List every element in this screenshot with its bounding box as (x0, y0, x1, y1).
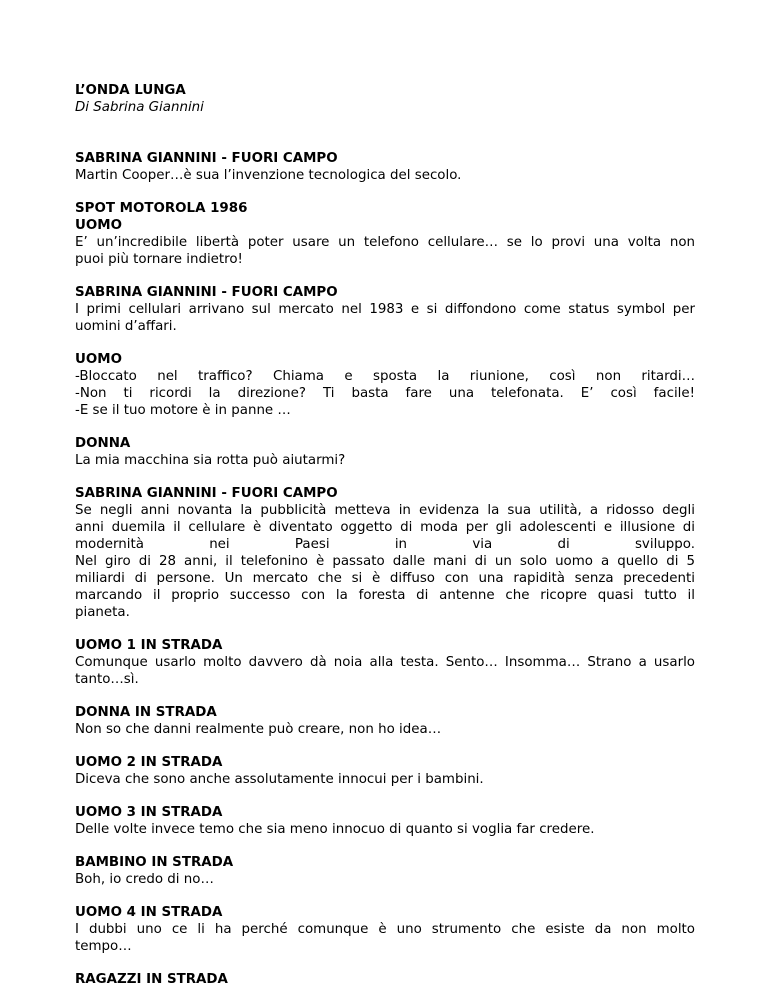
dialogue-line: Delle volte invece temo che sia meno innocuo di quanto si voglia far credere. (75, 822, 595, 837)
transcript-block (75, 150, 695, 184)
dialogue-line: La mia macchina sia rotta può aiutarmi? (75, 453, 346, 468)
speaker-label: UOMO 3 IN STRADA (75, 805, 223, 820)
speaker-label: SABRINA GIANNINI - FUORI CAMPO (75, 151, 338, 166)
transcript-block (75, 351, 695, 419)
transcript-block (75, 435, 695, 469)
dialogue-line: I dubbi uno ce li ha perché comunque è uno strumento che esiste da non molto (75, 922, 695, 937)
transcript-block (75, 754, 695, 788)
transcript-block (75, 284, 695, 335)
dialogue-line: Se negli anni novanta la pubblicità metteva in evidenza la sua utilità, a ridosso degli (75, 503, 695, 518)
transcript-body (75, 150, 695, 988)
speaker-label: DONNA (75, 436, 131, 451)
dialogue-line: uomini d’affari. (75, 319, 177, 334)
speaker-label: UOMO 4 IN STRADA (75, 905, 223, 920)
header-spacer (75, 116, 695, 150)
document-author: Di Sabrina Giannini (75, 100, 204, 115)
dialogue-line: Martin Cooper…è sua l’invenzione tecnologica del secolo. (75, 168, 462, 183)
document-page (75, 82, 695, 1004)
dialogue-line: E’ un’incredibile libertà poter usare un telefono cellulare… se lo provi una volta non (75, 235, 695, 250)
dialogue-line: -Non ti ricordi la direzione? Ti basta fare una telefonata. E’ così facile! (75, 386, 695, 401)
transcript-block (75, 200, 695, 268)
speaker-label: SABRINA GIANNINI - FUORI CAMPO (75, 486, 338, 501)
dialogue-line: pianeta. (75, 605, 130, 620)
dialogue-line: Boh, io credo di no… (75, 872, 214, 887)
speaker-label: RAGAZZI IN STRADA (75, 972, 228, 987)
speaker-label: UOMO (75, 352, 122, 367)
dialogue-line: tanto…sì. (75, 672, 139, 687)
transcript-block (75, 804, 695, 838)
transcript-block (75, 854, 695, 888)
dialogue-line: miliardi di persone. Un mercato che si è diffuso con una rapidità senza precedenti (75, 571, 695, 586)
transcript-block (75, 971, 695, 988)
dialogue-line: Comunque usarlo molto davvero dà noia alla testa. Sento… Insomma… Strano a usarlo (75, 655, 695, 670)
dialogue-line: tempo… (75, 939, 132, 954)
transcript-block (75, 904, 695, 955)
speaker-label: SPOT MOTOROLA 1986 (75, 201, 248, 216)
dialogue-line: Nel giro di 28 anni, il telefonino è passato dalle mani di un solo uomo a quello di 5 (75, 554, 695, 569)
dialogue-line: I primi cellulari arrivano sul mercato nel 1983 e si diffondono come status symbol per (75, 302, 695, 317)
speaker-label: UOMO (75, 218, 122, 233)
dialogue-line: anni duemila il cellulare è diventato oggetto di moda per gli adolescenti e illusione di (75, 520, 695, 535)
speaker-label: UOMO 1 IN STRADA (75, 638, 223, 653)
transcript-block (75, 704, 695, 738)
speaker-label: SABRINA GIANNINI - FUORI CAMPO (75, 285, 338, 300)
speaker-label: BAMBINO IN STRADA (75, 855, 234, 870)
document-header (75, 82, 695, 116)
dialogue-line: Non so che danni realmente può creare, non ho idea… (75, 722, 442, 737)
dialogue-line: puoi più tornare indietro! (75, 252, 243, 267)
dialogue-line: modernità nei Paesi in via di sviluppo. (75, 537, 695, 552)
dialogue-line: Diceva che sono anche assolutamente innocui per i bambini. (75, 772, 484, 787)
speaker-label: UOMO 2 IN STRADA (75, 755, 223, 770)
dialogue-line: marcando il proprio successo con la foresta di antenne che ricopre quasi tutto il (75, 588, 695, 603)
dialogue-line: -Bloccato nel traffico? Chiama e sposta la riunione, così non ritardi… (75, 369, 695, 384)
transcript-block (75, 637, 695, 688)
document-title: L’ONDA LUNGA (75, 83, 186, 98)
speaker-label: DONNA IN STRADA (75, 705, 217, 720)
dialogue-line: -E se il tuo motore è in panne … (75, 403, 291, 418)
transcript-block (75, 485, 695, 621)
